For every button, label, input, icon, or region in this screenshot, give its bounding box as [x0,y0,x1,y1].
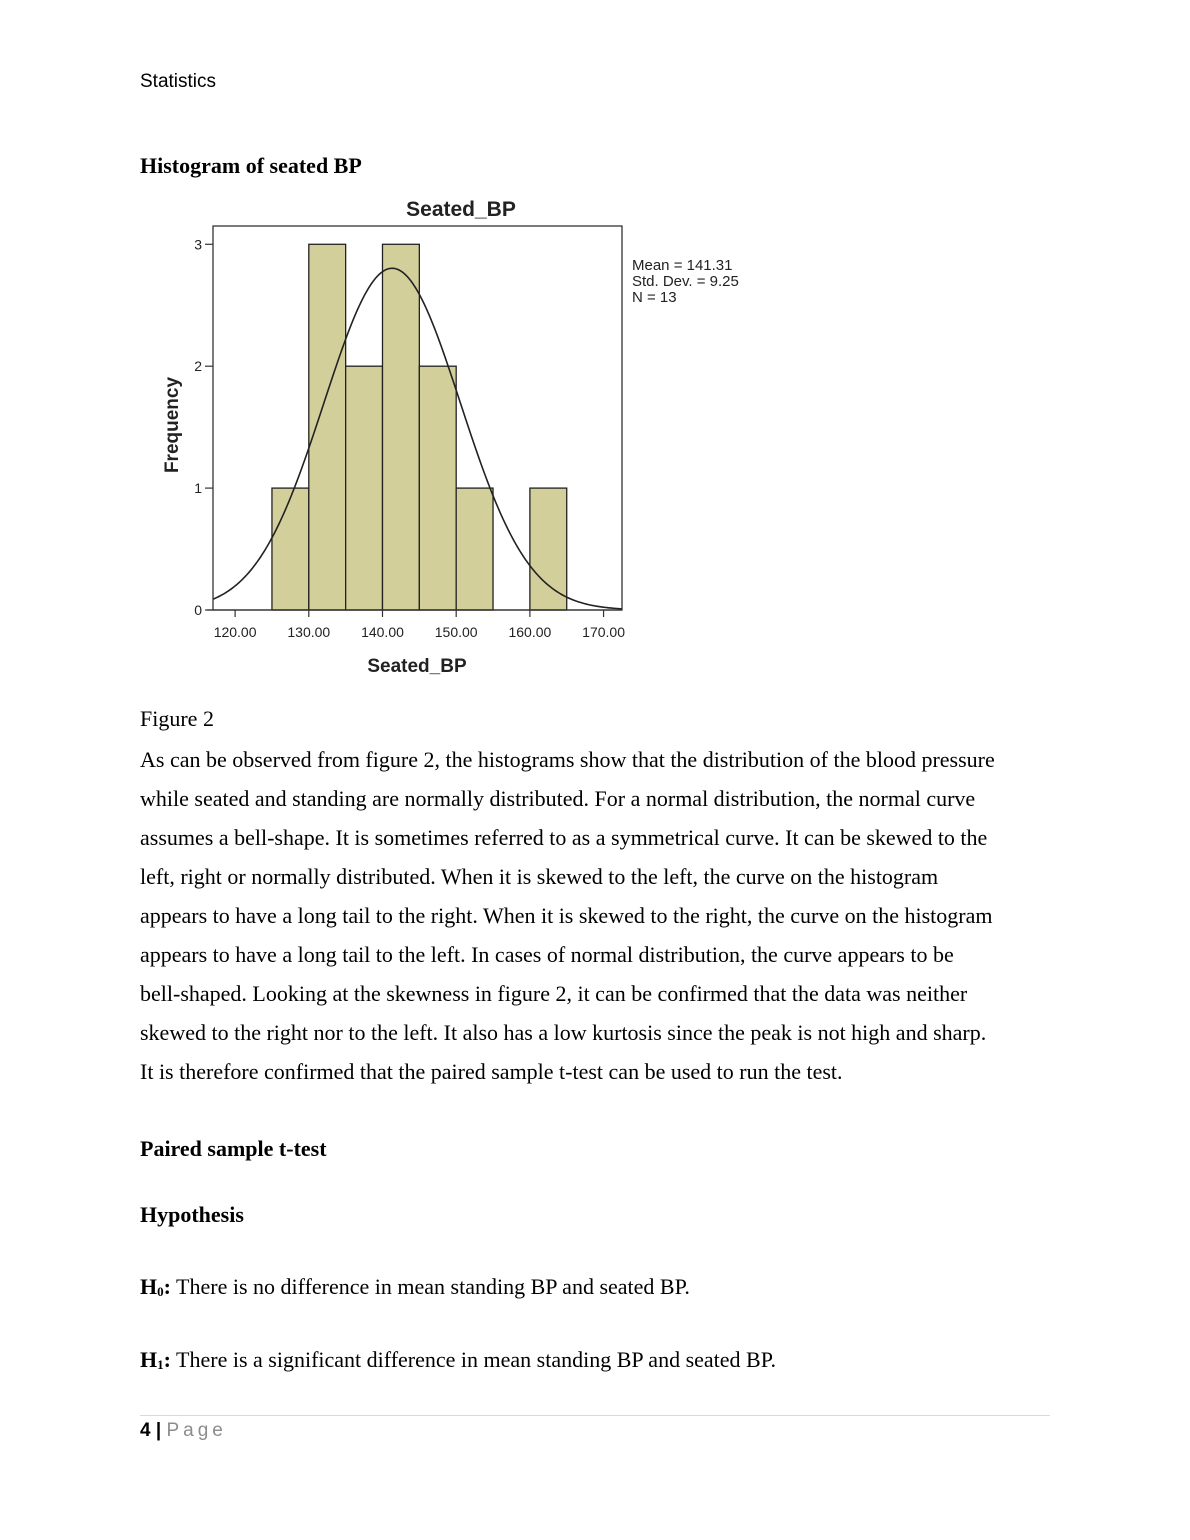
hypothesis-text: There is a significant difference in mean standing BP and seated BP. [170,1347,777,1372]
stats-line: Mean = 141.31 [632,257,733,274]
hypothesis-label: $H_1$: [140,1347,171,1372]
hypothesis-text: There is no difference in mean standing BP and seated BP. [170,1274,690,1299]
x-tick-label: 170.00 [582,624,625,640]
histogram-bar [309,244,346,610]
figure-caption: Figure 2 [140,706,214,731]
paragraph-line: appears to have a long tail to the right. When it is skewed to the right, the curve on the histogram [140,903,993,928]
paragraph-line: left, right or normally distributed. When it is skewed to the left, the curve on the histogram [140,864,939,889]
stats-line: Std. Dev. = 9.25 [632,273,739,290]
histogram-bar [456,488,493,610]
x-tick-label: 140.00 [361,624,404,640]
null-hypothesis [140,1274,690,1300]
histogram-bar [530,488,567,610]
histogram-bar [272,488,309,610]
histogram-bar [382,244,419,610]
y-tick-label: 2 [194,358,202,375]
footer-separator: | [155,1420,162,1441]
page-number: 4 [140,1420,151,1441]
y-axis-label: Frequency [162,376,183,474]
footer-divider [140,1415,1050,1416]
alternative-hypothesis [140,1347,776,1373]
paragraph-line: while seated and standing are normally distributed. For a normal distribution, the normal curve [140,786,976,811]
section-heading-hypothesis: Hypothesis [140,1202,244,1227]
x-tick-label: 130.00 [287,624,331,640]
x-tick-label: 160.00 [508,624,552,640]
page-header: Statistics [140,71,217,92]
paragraph-line: bell-shaped. Looking at the skewness in figure 2, it can be confirmed that the data was neither [140,981,968,1006]
hypothesis-label: $H_0$: [140,1274,171,1299]
x-tick-label: 120.00 [213,624,257,640]
paragraph-line: skewed to the right nor to the left. It also has a low kurtosis since the peak is not high and sharp. [140,1020,987,1045]
paragraph-line: assumes a bell-shape. It is sometimes referred to as a symmetrical curve. It can be skewed to the [140,825,988,850]
section-heading-histogram: Histogram of seated BP [140,153,362,178]
y-tick-label: 3 [194,236,202,253]
paragraph-line: appears to have a long tail to the left. In cases of normal distribution, the curve appears to be [140,942,954,967]
histogram-chart [140,188,760,688]
histogram-bar [419,366,456,610]
x-tick-label: 150.00 [434,624,478,640]
x-axis-label: Seated_BP [367,656,467,677]
paragraph-line: It is therefore confirmed that the paired sample t-test can be used to run the test. [140,1059,843,1084]
histogram-bar [346,366,383,610]
y-tick-label: 1 [194,480,202,497]
stats-line: N = 13 [632,289,677,306]
body-paragraph [140,740,1060,1091]
y-tick-label: 0 [194,602,202,618]
chart-title: Seated_BP [406,198,516,221]
section-heading-paired-t-test: Paired sample t-test [140,1136,327,1161]
paragraph-line: As can be observed from figure 2, the histograms show that the distribution of the blood pressure [140,747,995,772]
page-label: Page [166,1420,227,1441]
page-footer [140,1420,227,1442]
